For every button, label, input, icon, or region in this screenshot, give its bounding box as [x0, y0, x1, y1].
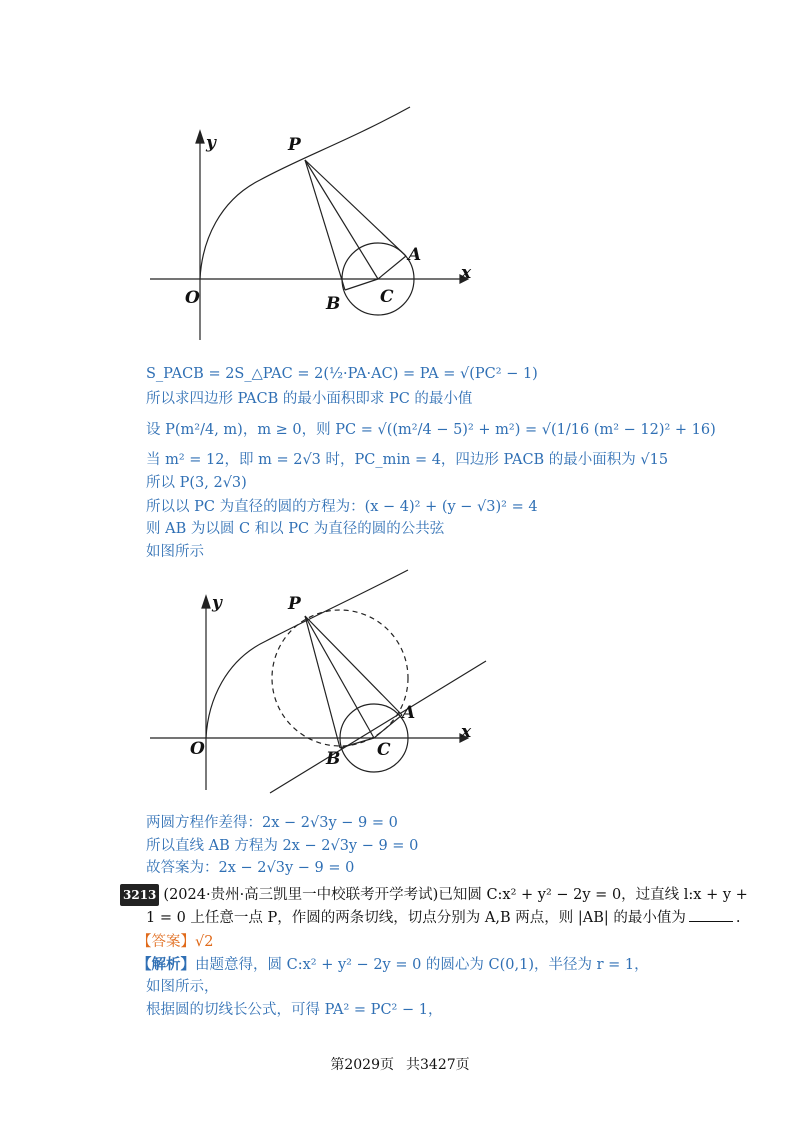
answer-blank: [689, 921, 733, 922]
solution-line: 当 m² = 12，即 m = 2√3 时，PC_min = 4，四边形 PACB 的最小面积为 √15: [146, 452, 669, 468]
solution-line: 设 P(m²/4, m)，m ≥ 0，则 PC = √((m²/4 − 5)² + m²) = √(1/16 (m² − 12)² + 16): [146, 422, 716, 438]
label-a: A: [408, 245, 422, 265]
solution-line: S_PACB = 2S_△PAC = 2(½·PA·AC) = PA = √(PC² − 1): [146, 366, 538, 382]
figure-1: [150, 100, 490, 350]
solution-line: 所以 P(3, 2√3): [146, 475, 247, 491]
solution-line: 两圆方程作差得：2x − 2√3y − 9 = 0: [146, 815, 398, 831]
label-b: B: [326, 294, 341, 314]
answer-row: [137, 932, 213, 952]
label-o: O: [190, 739, 205, 759]
analysis-line1: 由题意得，圆 C:x² + y² − 2y = 0 的圆心为 C(0,1)，半径为 r = 1，: [195, 957, 649, 973]
label-y: y: [212, 593, 222, 613]
problem-text-line2: 1 = 0 上任意一点 P，作圆的两条切线，切点分别为 A,B 两点，则 |AB| 的最小值为: [146, 910, 686, 926]
label-a: A: [402, 703, 416, 723]
analysis-line2: 如图所示，: [146, 979, 219, 995]
solution-line: 则 AB 为以圆 C 和以 PC 为直径的圆的公共弦: [146, 521, 445, 537]
label-y: y: [206, 133, 216, 153]
problem-text-line2-row: [146, 908, 740, 928]
page-footer: [0, 1054, 800, 1074]
solution-line: 故答案为：2x − 2√3y − 9 = 0: [146, 860, 355, 876]
solution-line: 所以以 PC 为直径的圆的方程为：(x − 4)² + (y − √3)² = 4: [146, 499, 538, 515]
label-b: B: [326, 749, 341, 769]
label-o: O: [185, 288, 200, 308]
label-p: P: [288, 135, 301, 155]
figure-2: [150, 565, 490, 795]
label-p: P: [288, 594, 301, 614]
label-c: C: [377, 740, 391, 760]
problem-text-line1: (2024·贵州·高三凯里一中校联考开学考试)已知圆 C:x² + y² − 2y = 0，过直线 l:x + y +: [163, 887, 748, 903]
parabola-curve: [206, 570, 408, 738]
problem-text-line2-end: .: [735, 910, 741, 926]
analysis-tag: 【解析】: [137, 956, 195, 973]
solution-line: 如图所示: [146, 544, 204, 560]
analysis-row: [137, 955, 649, 975]
line-ab: [270, 661, 486, 793]
problem-header: [120, 884, 748, 906]
solution-line: 所以求四边形 PACB 的最小面积即求 PC 的最小值: [146, 391, 473, 407]
answer-value: √2: [195, 934, 214, 950]
label-c: C: [380, 287, 394, 307]
page-number: 第2029页: [330, 1057, 394, 1073]
page-total: 共3427页: [406, 1057, 470, 1073]
label-x: x: [461, 263, 472, 283]
solution-line: 所以直线 AB 方程为 2x − 2√3y − 9 = 0: [146, 838, 419, 854]
problem-number-badge: 3213: [120, 884, 159, 906]
label-x: x: [461, 722, 472, 742]
analysis-line3: 根据圆的切线长公式，可得 PA² = PC² − 1，: [146, 1002, 443, 1018]
answer-tag: 【答案】: [137, 934, 195, 950]
parabola-curve: [200, 107, 410, 279]
